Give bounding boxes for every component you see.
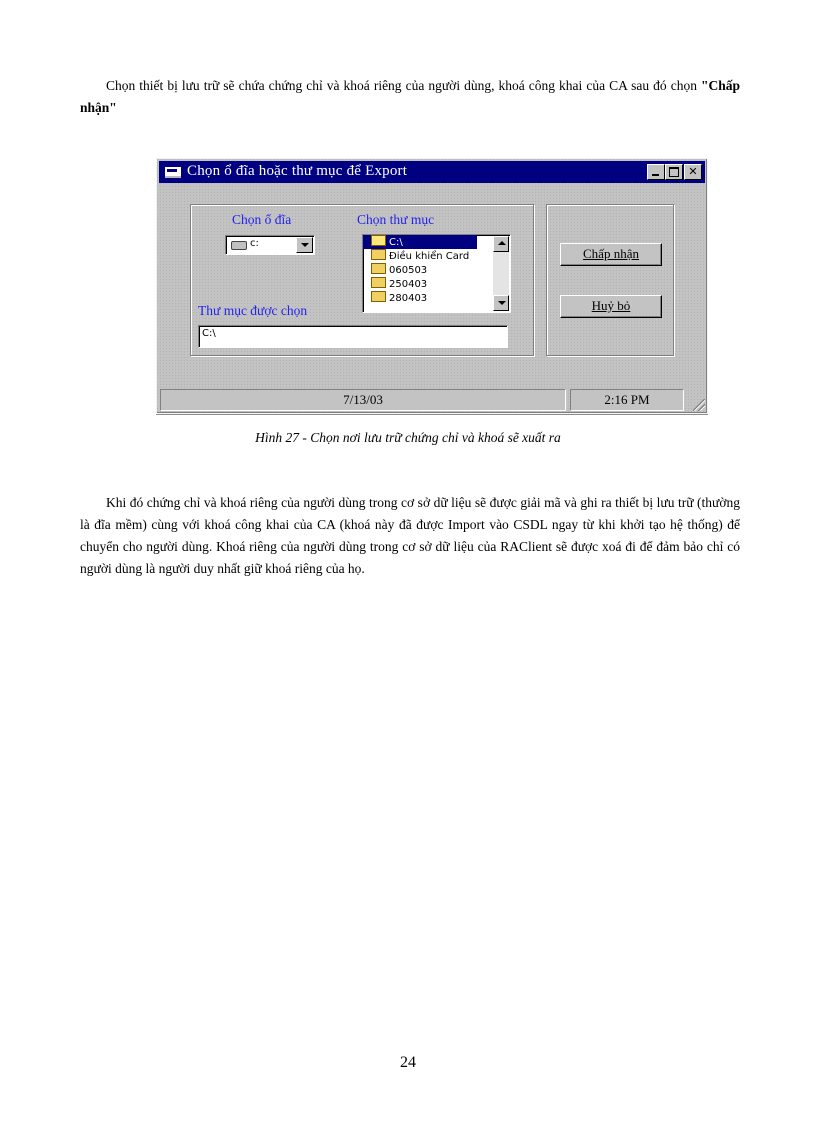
chevron-down-icon bbox=[301, 243, 309, 247]
cancel-button[interactable] bbox=[560, 295, 662, 318]
drive-label: Chọn ổ đĩa bbox=[232, 212, 292, 227]
intro-paragraph bbox=[80, 75, 740, 119]
folder-item-label: 280403 bbox=[389, 293, 428, 304]
selected-dir-value: C:\ bbox=[202, 328, 216, 339]
minimize-button[interactable] bbox=[647, 164, 665, 180]
folder-item[interactable] bbox=[363, 249, 491, 263]
folder-icon bbox=[371, 291, 386, 302]
cancel-button-label: Huỷ bỏ bbox=[591, 298, 631, 313]
title-bar[interactable] bbox=[159, 161, 705, 183]
maximize-button[interactable] bbox=[665, 164, 683, 180]
button-group bbox=[546, 204, 674, 356]
drive-icon bbox=[231, 241, 247, 250]
scroll-up-button[interactable] bbox=[493, 236, 509, 252]
folder-item-label: C:\ bbox=[389, 237, 403, 248]
selected-dir-field[interactable] bbox=[198, 325, 508, 348]
folder-icon bbox=[371, 277, 386, 288]
folder-item-label: Điều khiển Card bbox=[389, 251, 470, 262]
folder-item-label: 250403 bbox=[389, 279, 428, 290]
page-number: 24 bbox=[400, 1054, 416, 1071]
status-time: 2:16 PM bbox=[570, 389, 684, 411]
chevron-down-icon bbox=[498, 301, 506, 305]
dialog-title: Chọn ổ đĩa hoặc thư mục để Export bbox=[187, 163, 408, 179]
drive-value: c: bbox=[250, 238, 259, 249]
folder-item[interactable] bbox=[363, 277, 491, 291]
accept-button[interactable] bbox=[560, 243, 662, 266]
export-dialog bbox=[156, 158, 708, 414]
body-paragraph: Khi đó chứng chỉ và khoá riêng của người dùng trong cơ sở dữ liệu sẽ được giải mã và ghi ra thiết bị lưu trữ (thường là đĩa mềm) cùng với khoá công khai của CA (khoá này đã được Import vào CSDL ngay từ khi khởi tạo hệ thống) để chuyển cho người dùng. Khoá riêng của người dùng trong cơ sở dữ liệu của RAClient sẽ được xoá đi để đảm bảo chỉ có người dùng là người duy nhất giữ khoá riêng của họ. bbox=[80, 495, 740, 576]
folder-label: Chọn thư mục bbox=[357, 212, 435, 227]
close-button[interactable]: ✕ bbox=[684, 164, 702, 180]
folder-open-icon bbox=[371, 235, 386, 246]
folder-item[interactable] bbox=[363, 263, 491, 277]
folder-icon bbox=[371, 249, 386, 260]
accept-button-label: Chấp nhận bbox=[583, 246, 639, 261]
folder-scrollbar[interactable] bbox=[493, 236, 509, 311]
folder-list[interactable] bbox=[362, 234, 511, 313]
intro-bold: "Chấp nhận" bbox=[80, 78, 740, 115]
folder-item-label: 060503 bbox=[389, 265, 428, 276]
scroll-down-button[interactable] bbox=[493, 295, 509, 311]
folder-item[interactable] bbox=[363, 291, 491, 305]
chevron-up-icon bbox=[498, 241, 506, 245]
status-date: 7/13/03 bbox=[160, 389, 566, 411]
window-icon bbox=[165, 167, 181, 178]
drive-dropdown-button[interactable] bbox=[296, 237, 313, 253]
intro-text: Chọn thiết bị lưu trữ sẽ chứa chứng chỉ và khoá riêng của người dùng, khoá công khai của CA sau đó chọn bbox=[106, 78, 701, 93]
resize-grip-icon[interactable] bbox=[693, 399, 705, 411]
selected-dir-label: Thư mục được chọn bbox=[198, 303, 308, 318]
figure-caption: Hình 27 - Chọn nơi lưu trữ chứng chỉ và khoá sẽ xuất ra bbox=[255, 430, 561, 445]
folder-item[interactable] bbox=[363, 235, 477, 249]
folder-icon bbox=[371, 263, 386, 274]
drive-combo[interactable] bbox=[225, 235, 315, 255]
screenshot-crop-edge bbox=[156, 414, 708, 420]
